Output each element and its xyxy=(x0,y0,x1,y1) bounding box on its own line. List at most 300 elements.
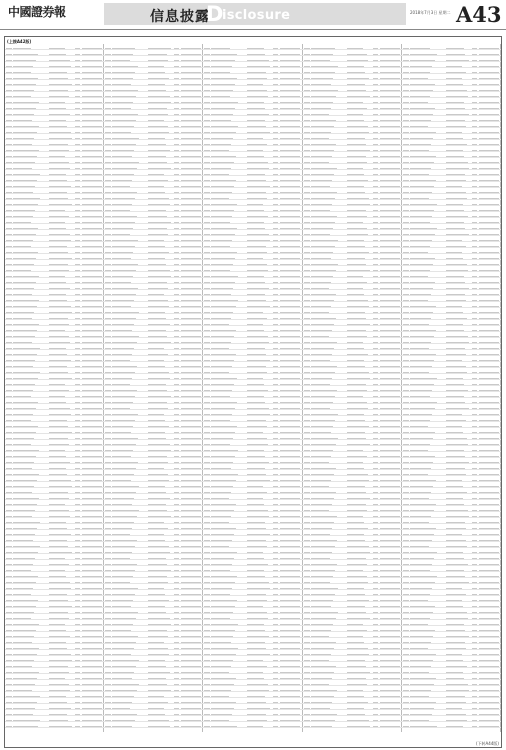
cell-text xyxy=(105,478,111,481)
cell-text xyxy=(247,286,269,289)
cell-text xyxy=(174,262,179,265)
cell-text xyxy=(6,76,12,79)
cell-text xyxy=(311,568,335,571)
cell-text xyxy=(148,154,166,157)
cell-text xyxy=(148,466,164,469)
cell-text xyxy=(105,556,111,559)
cell-text xyxy=(112,118,136,121)
cell-text xyxy=(174,136,179,139)
cell-text xyxy=(75,568,80,571)
cell-text xyxy=(280,196,300,199)
table-row xyxy=(5,722,104,728)
cell-text xyxy=(75,634,80,637)
cell-text xyxy=(280,664,300,667)
cell-text xyxy=(347,526,368,529)
cell-text xyxy=(380,646,400,649)
cell-text xyxy=(311,178,332,181)
cell-text xyxy=(105,238,111,241)
cell-text xyxy=(347,76,369,79)
cell-text xyxy=(311,130,331,133)
cell-text xyxy=(410,184,434,187)
cell-text xyxy=(6,124,12,127)
cell-text xyxy=(105,646,111,649)
cell-text xyxy=(446,640,465,643)
cell-text xyxy=(82,322,102,325)
cell-text xyxy=(204,340,210,343)
cell-text xyxy=(13,598,38,601)
cell-text xyxy=(148,142,166,145)
cell-text xyxy=(13,106,36,109)
cell-text xyxy=(446,418,466,421)
cell-text xyxy=(373,106,378,109)
cell-text xyxy=(112,256,131,259)
cell-text xyxy=(49,496,69,499)
cell-text xyxy=(311,724,332,727)
cell-text xyxy=(472,694,477,697)
cell-text xyxy=(148,622,171,625)
cell-text xyxy=(6,598,12,601)
cell-text xyxy=(403,250,409,253)
cell-text xyxy=(373,322,378,325)
cell-text xyxy=(6,286,12,289)
cell-text xyxy=(410,508,434,511)
cell-text xyxy=(446,340,469,343)
cell-text xyxy=(273,526,278,529)
cell-text xyxy=(174,676,179,679)
cell-text xyxy=(446,232,469,235)
cell-text xyxy=(280,226,300,229)
cell-text xyxy=(105,520,111,523)
cell-text xyxy=(148,130,169,133)
cell-text xyxy=(13,226,38,229)
cell-text xyxy=(273,184,278,187)
cell-text xyxy=(75,106,80,109)
cell-text xyxy=(204,394,210,397)
cell-text xyxy=(247,442,268,445)
cell-text xyxy=(347,100,363,103)
cell-text xyxy=(273,604,278,607)
cell-text xyxy=(373,622,378,625)
cell-text xyxy=(49,268,69,271)
cell-text xyxy=(403,214,409,217)
cell-text xyxy=(211,106,235,109)
cell-text xyxy=(410,118,431,121)
cell-text xyxy=(410,178,436,181)
cell-text xyxy=(112,682,139,685)
cell-text xyxy=(148,478,169,481)
cell-text xyxy=(373,430,378,433)
cell-text xyxy=(380,520,400,523)
cell-text xyxy=(380,328,400,331)
cell-text xyxy=(446,202,463,205)
cell-text xyxy=(181,724,201,727)
cell-text xyxy=(6,214,12,217)
cell-text xyxy=(410,148,429,151)
cell-text xyxy=(410,622,428,625)
cell-text xyxy=(403,580,409,583)
cell-text xyxy=(75,172,80,175)
cell-text xyxy=(211,706,234,709)
cell-text xyxy=(112,370,135,373)
cell-text xyxy=(311,574,333,577)
cell-text xyxy=(13,160,35,163)
cell-text xyxy=(311,676,332,679)
cell-text xyxy=(49,130,71,133)
cell-text xyxy=(6,52,12,55)
cell-text xyxy=(211,70,230,73)
cell-text xyxy=(112,148,134,151)
cell-text xyxy=(479,46,499,49)
table-row xyxy=(203,722,302,728)
cell-text xyxy=(82,652,102,655)
cell-text xyxy=(174,706,179,709)
cell-text xyxy=(148,490,166,493)
cell-text xyxy=(280,544,300,547)
cell-text xyxy=(181,682,201,685)
cell-text xyxy=(373,154,378,157)
cell-text xyxy=(112,160,139,163)
cell-text xyxy=(174,166,179,169)
cell-text xyxy=(373,58,378,61)
cell-text xyxy=(373,580,378,583)
cell-text xyxy=(403,328,409,331)
cell-text xyxy=(82,58,102,61)
cell-text xyxy=(6,490,12,493)
cell-text xyxy=(280,562,300,565)
cell-text xyxy=(75,352,80,355)
cell-text xyxy=(311,562,337,565)
cell-text xyxy=(472,190,477,193)
cell-text xyxy=(479,652,499,655)
cell-text xyxy=(49,700,67,703)
cell-text xyxy=(181,298,201,301)
cell-text xyxy=(479,208,499,211)
cell-text xyxy=(82,370,102,373)
cell-text xyxy=(49,250,68,253)
cell-text xyxy=(472,550,477,553)
cell-text xyxy=(112,232,130,235)
cell-text xyxy=(112,316,136,319)
cell-text xyxy=(446,622,464,625)
cell-text xyxy=(82,442,102,445)
cell-text xyxy=(247,436,267,439)
cell-text xyxy=(174,574,179,577)
cell-text xyxy=(75,280,80,283)
cell-text xyxy=(410,520,429,523)
cell-text xyxy=(479,310,499,313)
cell-text xyxy=(105,214,111,217)
cell-text xyxy=(13,292,32,295)
cell-text xyxy=(373,94,378,97)
cell-text xyxy=(311,52,333,55)
cell-text xyxy=(75,64,80,67)
cell-text xyxy=(148,694,164,697)
cell-text xyxy=(6,532,12,535)
cell-text xyxy=(311,532,330,535)
cell-text xyxy=(148,244,165,247)
cell-text xyxy=(273,676,278,679)
cell-text xyxy=(82,484,102,487)
cell-text xyxy=(410,250,428,253)
cell-text xyxy=(280,706,300,709)
cell-text xyxy=(82,640,102,643)
cell-text xyxy=(247,676,264,679)
cell-text xyxy=(148,646,168,649)
cell-text xyxy=(403,424,409,427)
cell-text xyxy=(304,106,310,109)
cell-text xyxy=(380,496,400,499)
cell-text xyxy=(403,292,409,295)
cell-text xyxy=(49,70,67,73)
cell-text xyxy=(6,544,12,547)
cell-text xyxy=(49,442,69,445)
cell-text xyxy=(373,448,378,451)
cell-text xyxy=(204,460,210,463)
cell-text xyxy=(280,670,300,673)
cell-text xyxy=(82,418,102,421)
cell-text xyxy=(105,472,111,475)
cell-text xyxy=(181,178,201,181)
cell-text xyxy=(75,484,80,487)
cell-text xyxy=(446,112,469,115)
cell-text xyxy=(446,454,465,457)
cell-text xyxy=(82,544,102,547)
cell-text xyxy=(148,706,164,709)
cell-text xyxy=(410,190,432,193)
cell-text xyxy=(311,88,338,91)
cell-text xyxy=(311,154,332,157)
cell-text xyxy=(75,100,80,103)
cell-text xyxy=(49,694,66,697)
cell-text xyxy=(82,316,102,319)
cell-text xyxy=(112,700,132,703)
cell-text xyxy=(49,322,69,325)
cell-text xyxy=(112,64,138,67)
cell-text xyxy=(211,658,233,661)
cell-text xyxy=(247,172,265,175)
cell-text xyxy=(273,280,278,283)
cell-text xyxy=(49,46,65,49)
cell-text xyxy=(472,490,477,493)
cell-text xyxy=(204,382,210,385)
cell-text xyxy=(211,592,230,595)
cell-text xyxy=(174,424,179,427)
cell-text xyxy=(148,322,170,325)
cell-text xyxy=(311,376,332,379)
cell-text xyxy=(6,454,12,457)
cell-text xyxy=(380,382,400,385)
cell-text xyxy=(105,622,111,625)
cell-text xyxy=(373,142,378,145)
cell-text xyxy=(174,382,179,385)
cell-text xyxy=(204,52,210,55)
cell-text xyxy=(112,640,136,643)
cell-text xyxy=(82,706,102,709)
cell-text xyxy=(380,442,400,445)
cell-text xyxy=(403,340,409,343)
cell-text xyxy=(446,124,466,127)
cell-text xyxy=(13,562,33,565)
cell-text xyxy=(472,592,477,595)
cell-text xyxy=(181,274,201,277)
cell-text xyxy=(446,466,465,469)
cell-text xyxy=(410,352,436,355)
cell-text xyxy=(204,352,210,355)
cell-text xyxy=(410,598,428,601)
cell-text xyxy=(247,190,266,193)
cell-text xyxy=(247,424,267,427)
cell-text xyxy=(446,154,464,157)
cell-text xyxy=(380,412,400,415)
cell-text xyxy=(380,88,400,91)
cell-text xyxy=(446,106,465,109)
cell-text xyxy=(273,376,278,379)
cell-text xyxy=(247,136,263,139)
cell-text xyxy=(304,82,310,85)
cell-text xyxy=(479,454,499,457)
cell-text xyxy=(6,472,12,475)
cell-text xyxy=(280,538,300,541)
cell-text xyxy=(373,442,378,445)
cell-text xyxy=(82,490,102,493)
cell-text xyxy=(410,64,432,67)
cell-text xyxy=(479,250,499,253)
cell-text xyxy=(311,202,332,205)
cell-text xyxy=(380,658,400,661)
cell-text xyxy=(280,658,300,661)
cell-text xyxy=(75,232,80,235)
cell-text xyxy=(380,610,400,613)
cell-text xyxy=(273,310,278,313)
cell-text xyxy=(403,640,409,643)
cell-text xyxy=(82,502,102,505)
cell-text xyxy=(148,352,168,355)
cell-text xyxy=(347,370,369,373)
cell-text xyxy=(347,406,368,409)
cell-text xyxy=(13,328,37,331)
cell-text xyxy=(6,256,12,259)
cell-text xyxy=(273,100,278,103)
cell-text xyxy=(13,694,40,697)
cell-text xyxy=(479,184,499,187)
cell-text xyxy=(280,628,300,631)
cell-text xyxy=(380,322,400,325)
cell-text xyxy=(304,370,310,373)
cell-text xyxy=(403,280,409,283)
cell-text xyxy=(247,484,263,487)
cell-text xyxy=(204,214,210,217)
cell-text xyxy=(304,334,310,337)
cell-text xyxy=(112,562,137,565)
cell-text xyxy=(204,244,210,247)
cell-text xyxy=(304,700,310,703)
cell-text xyxy=(403,184,409,187)
cell-text xyxy=(204,82,210,85)
cell-text xyxy=(311,208,330,211)
cell-text xyxy=(304,694,310,697)
cell-text xyxy=(75,376,80,379)
cell-text xyxy=(82,232,102,235)
cell-text xyxy=(204,598,210,601)
cell-text xyxy=(49,580,70,583)
cell-text xyxy=(280,274,300,277)
cell-text xyxy=(373,628,378,631)
cell-text xyxy=(304,712,310,715)
cell-text xyxy=(204,232,210,235)
cell-text xyxy=(280,556,300,559)
cell-text xyxy=(304,502,310,505)
cell-text xyxy=(105,544,111,547)
cell-text xyxy=(472,676,477,679)
cell-text xyxy=(13,178,37,181)
cell-text xyxy=(273,574,278,577)
cell-text xyxy=(472,466,477,469)
cell-text xyxy=(181,634,201,637)
cell-text xyxy=(273,448,278,451)
cell-text xyxy=(410,448,428,451)
cell-text xyxy=(112,196,135,199)
cell-text xyxy=(380,292,400,295)
cell-text xyxy=(82,388,102,391)
cell-text xyxy=(410,208,434,211)
cell-text xyxy=(204,376,210,379)
cell-text xyxy=(380,718,400,721)
cell-text xyxy=(373,196,378,199)
cell-text xyxy=(403,364,409,367)
cell-text xyxy=(247,250,267,253)
cell-text xyxy=(472,520,477,523)
cell-text xyxy=(311,256,331,259)
cell-text xyxy=(273,442,278,445)
cell-text xyxy=(13,322,39,325)
cell-text xyxy=(148,568,171,571)
cell-text xyxy=(49,112,70,115)
cell-text xyxy=(446,568,464,571)
cell-text xyxy=(13,196,40,199)
cell-text xyxy=(446,694,465,697)
cell-text xyxy=(304,622,310,625)
cell-text xyxy=(304,142,310,145)
cell-text xyxy=(347,64,364,67)
cell-text xyxy=(211,700,236,703)
cell-text xyxy=(148,166,171,169)
cell-text xyxy=(82,202,102,205)
cell-text xyxy=(304,718,310,721)
cell-text xyxy=(280,400,300,403)
cell-text xyxy=(204,346,210,349)
cell-text xyxy=(112,604,131,607)
cell-text xyxy=(446,610,467,613)
cell-text xyxy=(403,592,409,595)
cell-text xyxy=(472,346,477,349)
cell-text xyxy=(403,94,409,97)
cell-text xyxy=(105,82,111,85)
cell-text xyxy=(472,292,477,295)
cell-text xyxy=(6,556,12,559)
cell-text xyxy=(174,568,179,571)
cell-text xyxy=(112,76,133,79)
cell-text xyxy=(472,112,477,115)
cell-text xyxy=(472,634,477,637)
cell-text xyxy=(105,226,111,229)
cell-text xyxy=(181,400,201,403)
cell-text xyxy=(211,400,237,403)
cell-text xyxy=(13,244,31,247)
cell-text xyxy=(13,502,37,505)
cell-text xyxy=(273,556,278,559)
cell-text xyxy=(347,448,363,451)
cell-text xyxy=(13,454,36,457)
